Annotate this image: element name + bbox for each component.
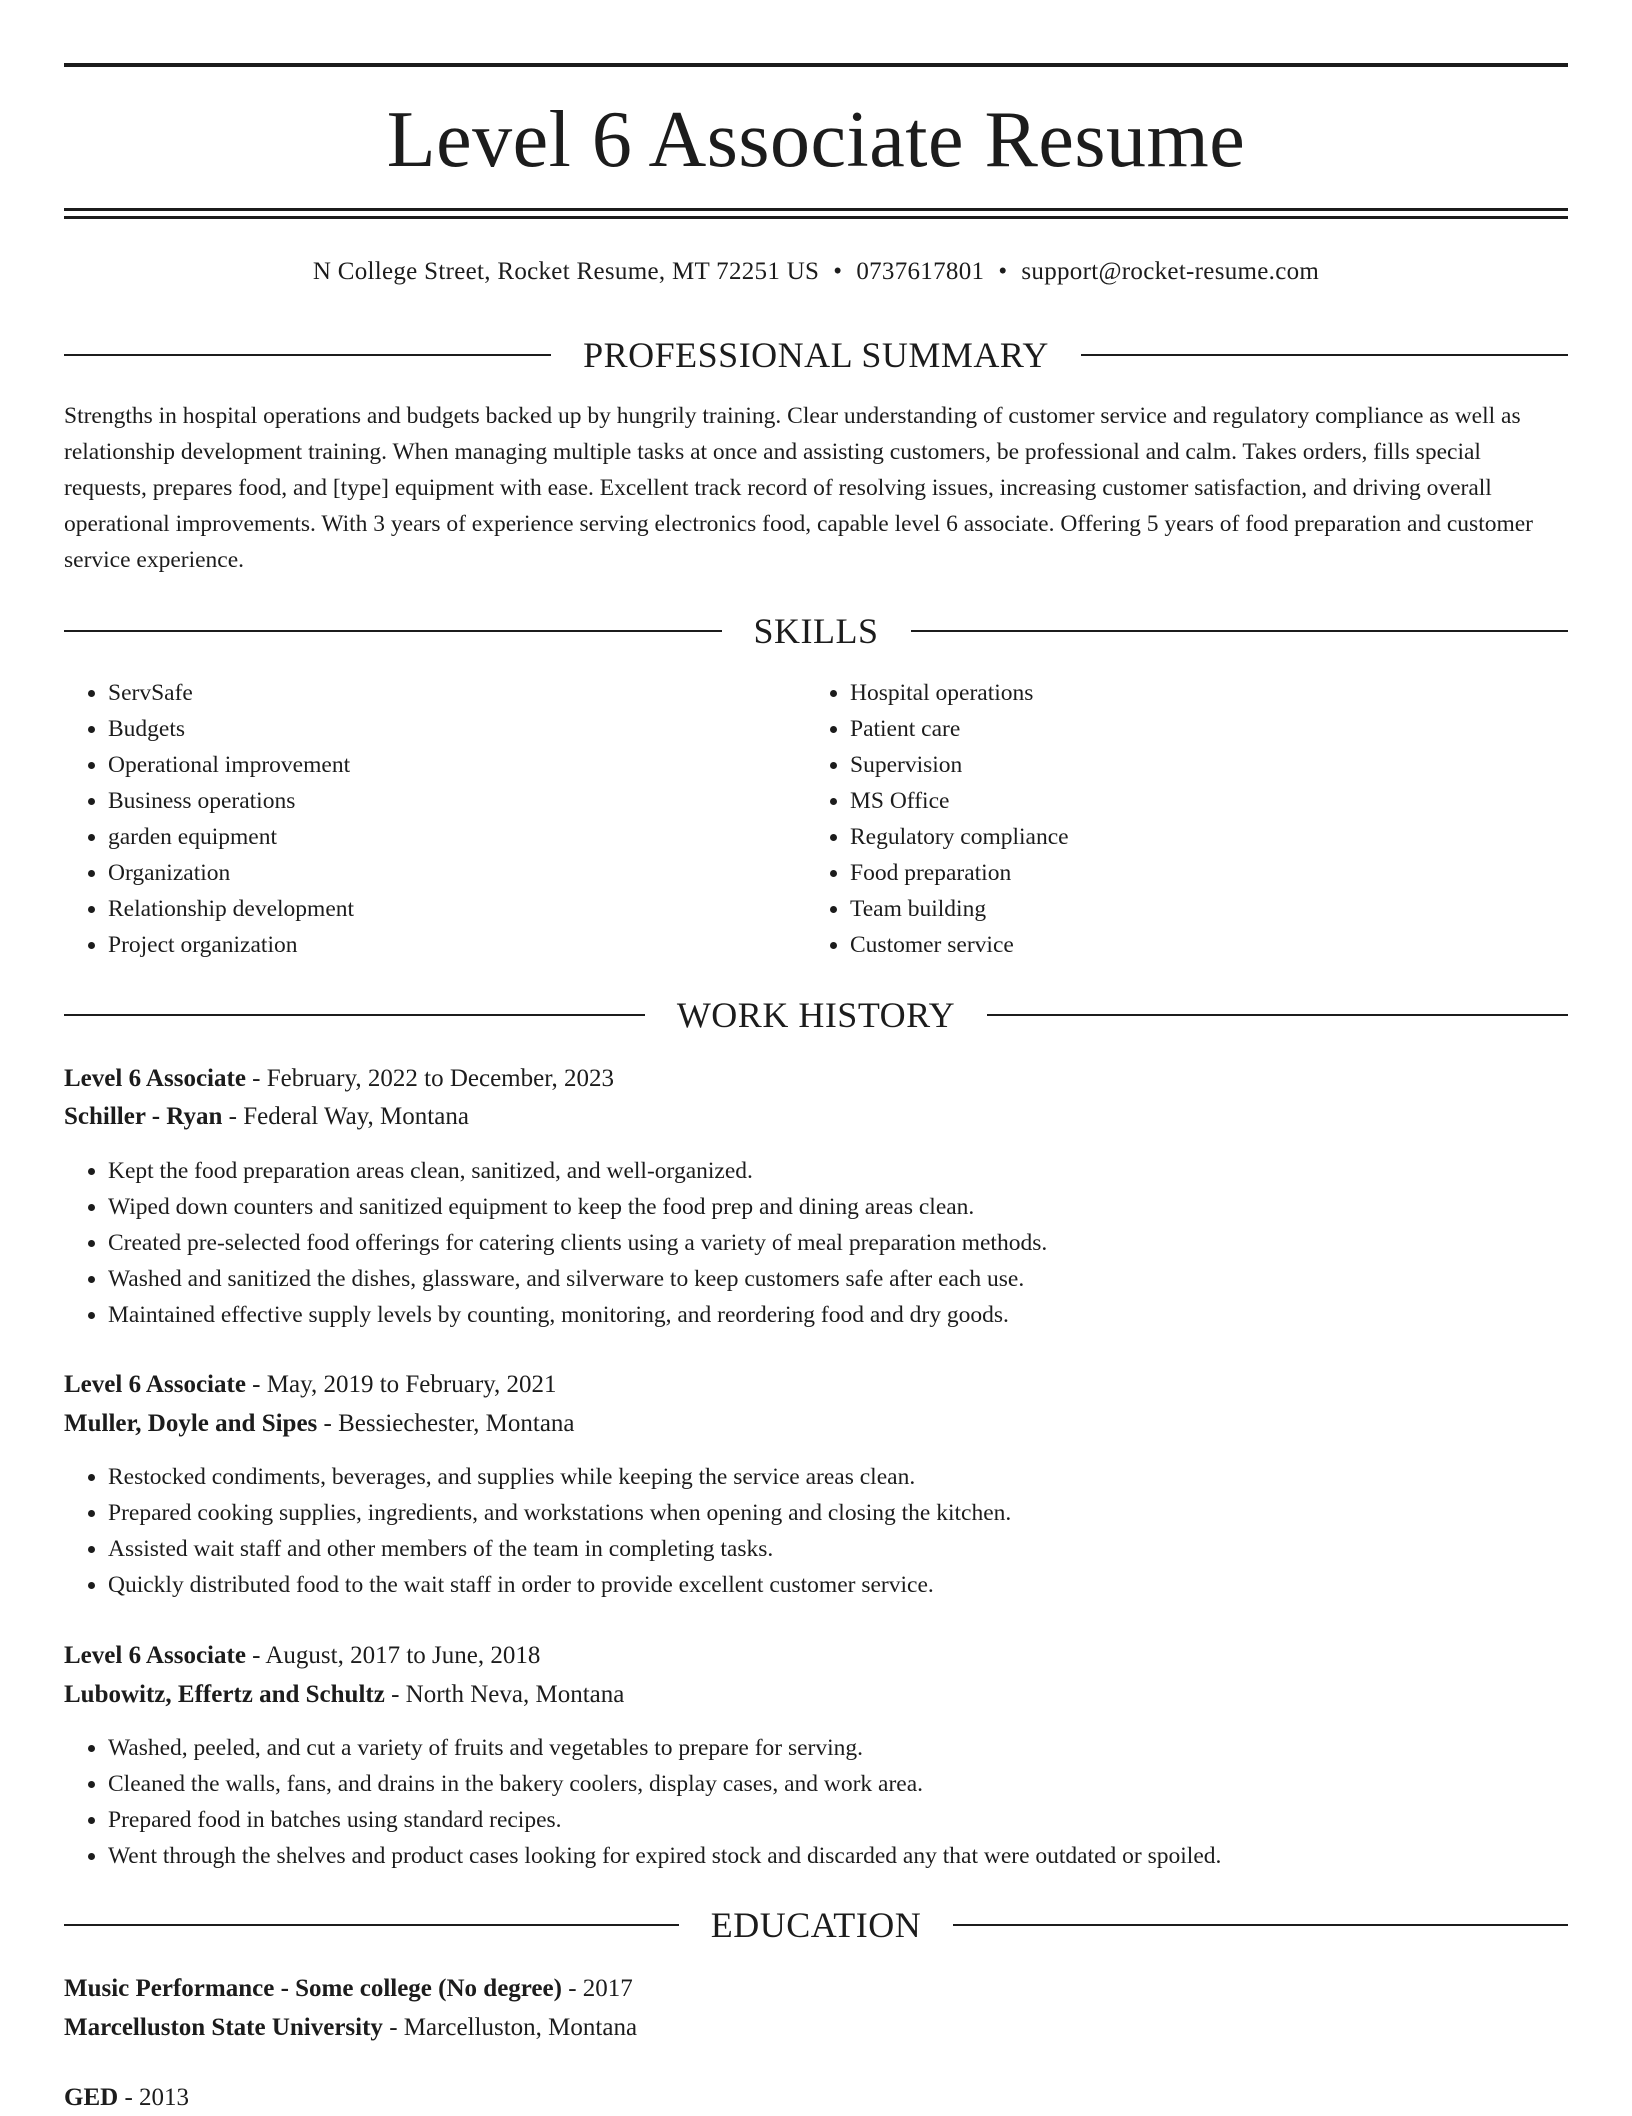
skill-item: • Food preparation [850, 855, 1548, 891]
heading-rule-left [64, 354, 551, 356]
job-bullet: • Prepared food in batches using standard recipes. [108, 1802, 1612, 1838]
job-bullets [64, 1459, 1612, 1603]
skill-item: • Hospital operations [850, 675, 1548, 711]
job-bullet: • Quickly distributed food to the wait staff in order to provide excellent customer service. [108, 1567, 1612, 1603]
job-dates: - May, 2019 to February, 2021 [245, 1371, 557, 1398]
skill-item: • Relationship development [108, 891, 806, 927]
contact-email[interactable]: support@rocket-resume.com [1021, 258, 1320, 285]
summary-text: Strengths in hospital operations and budgets backed up by hungrily training. Clear understanding of customer service and regulatory compliance as well as relationship development training. When managing multiple tasks at once and assisting customers, be professional and calm. Takes orders, fills special requests, prepares food, and [type] equipment with ease. Excellent track record of resolving issues, increasing customer satisfaction, and driving overall operational improvements. With 3 years of experience serving electronics food, capable level 6 associate. Offering 5 years of food preparation and customer service experience. [64, 403, 1534, 573]
heading-rule-right [987, 1014, 1568, 1016]
skill-item: • Organization [108, 855, 806, 891]
skill-item: • Patient care [850, 711, 1548, 747]
skill-item: • ServSafe [108, 675, 806, 711]
job-company-line [64, 1677, 1568, 1713]
contact-address: N College Street, Rocket Resume, MT 72251 US [312, 258, 820, 285]
job-company: Lubowitz, Effertz and Schultz [64, 1681, 385, 1708]
summary-heading [64, 333, 1568, 377]
skill-item: • Business operations [108, 783, 806, 819]
resume-title: Level 6 Associate Resume [386, 96, 1246, 184]
education-degree-line [64, 1971, 1568, 2007]
job-title: Level 6 Associate [64, 1065, 246, 1092]
job-bullet: • Created pre-selected food offerings for catering clients using a variety of meal preparation methods. [108, 1225, 1612, 1261]
title-double-rule-lower [64, 216, 1568, 219]
job-location: - North Neva, Montana [384, 1681, 625, 1708]
heading-rule-right [1081, 354, 1568, 356]
skills-heading-label: SKILLS [753, 611, 879, 651]
job-dates: - August, 2017 to June, 2018 [245, 1642, 541, 1669]
job-bullet: • Wiped down counters and sanitized equipment to keep the food prep and dining areas clean. [108, 1189, 1612, 1225]
job-dates: - February, 2022 to December, 2023 [245, 1065, 615, 1092]
job-title: Level 6 Associate [64, 1371, 246, 1398]
education-degree: Music Performance - Some college (No degree) [64, 1975, 562, 2002]
job-bullet: • Maintained effective supply levels by counting, monitoring, and reordering food and dry goods. [108, 1297, 1612, 1333]
job-company: Schiller - Ryan [64, 1103, 223, 1130]
skill-item: • Budgets [108, 711, 806, 747]
job-company-line [64, 1099, 1568, 1135]
work-heading [64, 993, 1568, 1037]
education-year: - 2013 [118, 2084, 190, 2111]
skill-item: • Regulatory compliance [850, 819, 1548, 855]
job-bullet: • Restocked condiments, beverages, and supplies while keeping the service areas clean. [108, 1459, 1612, 1495]
skill-item: • Project organization [108, 927, 806, 963]
skill-item: • Operational improvement [108, 747, 806, 783]
education-heading [64, 1903, 1568, 1947]
work-heading-label: WORK HISTORY [676, 995, 956, 1035]
heading-rule-right [911, 630, 1569, 632]
skill-item: • MS Office [850, 783, 1548, 819]
summary-heading-label: PROFESSIONAL SUMMARY [583, 335, 1049, 375]
job-company: Muller, Doyle and Sipes [64, 1410, 318, 1437]
job-bullet: • Kept the food preparation areas clean, sanitized, and well-organized. [108, 1153, 1612, 1189]
contact-separator: • [833, 258, 843, 285]
job-bullet: • Cleaned the walls, fans, and drains in the bakery coolers, display cases, and work area. [108, 1766, 1612, 1802]
job-bullet: • Went through the shelves and product cases looking for expired stock and discarded any that were outdated or spoiled. [108, 1838, 1612, 1874]
title-double-rule-upper [64, 208, 1568, 211]
education-school: Marcelluston State University [64, 2014, 383, 2041]
heading-rule-right [953, 1924, 1568, 1926]
job-bullets [64, 1730, 1612, 1874]
heading-rule-left [64, 1924, 679, 1926]
job-location: - Federal Way, Montana [222, 1103, 469, 1130]
job-title-line [64, 1638, 1568, 1674]
job-title: Level 6 Associate [64, 1642, 246, 1669]
skills-heading [64, 609, 1568, 653]
skill-item: • Team building [850, 891, 1548, 927]
contact-phone: 0737617801 [856, 258, 985, 285]
job-location: - Bessiechester, Montana [317, 1410, 575, 1437]
contact-separator: • [998, 258, 1008, 285]
education-heading-label: EDUCATION [710, 1905, 922, 1945]
skills-list [64, 675, 1568, 963]
contact-line [64, 254, 1568, 290]
job-bullet: • Washed and sanitized the dishes, glassware, and silverware to keep customers safe after each use. [108, 1261, 1612, 1297]
skills-column-right [806, 675, 1548, 963]
top-rule [64, 63, 1568, 67]
job-bullet: • Assisted wait staff and other members of the team in completing tasks. [108, 1531, 1612, 1567]
job-bullets [64, 1153, 1612, 1333]
job-company-line [64, 1406, 1568, 1442]
skills-column-left [64, 675, 806, 963]
job-title-line [64, 1061, 1568, 1097]
education-year: - 2017 [561, 1975, 633, 2002]
heading-rule-left [64, 1014, 645, 1016]
education-school-line [64, 2010, 1568, 2046]
skill-item: • garden equipment [108, 819, 806, 855]
skill-item: • Supervision [850, 747, 1548, 783]
education-degree-line [64, 2080, 1568, 2116]
job-title-line [64, 1367, 1568, 1403]
skill-item: • Customer service [850, 927, 1548, 963]
job-bullet: • Prepared cooking supplies, ingredients, and workstations when opening and closing the kitchen. [108, 1495, 1612, 1531]
heading-rule-left [64, 630, 722, 632]
job-bullet: • Washed, peeled, and cut a variety of fruits and vegetables to prepare for serving. [108, 1730, 1612, 1766]
education-degree: GED [64, 2084, 119, 2111]
education-location: - Marcelluston, Montana [382, 2014, 638, 2041]
